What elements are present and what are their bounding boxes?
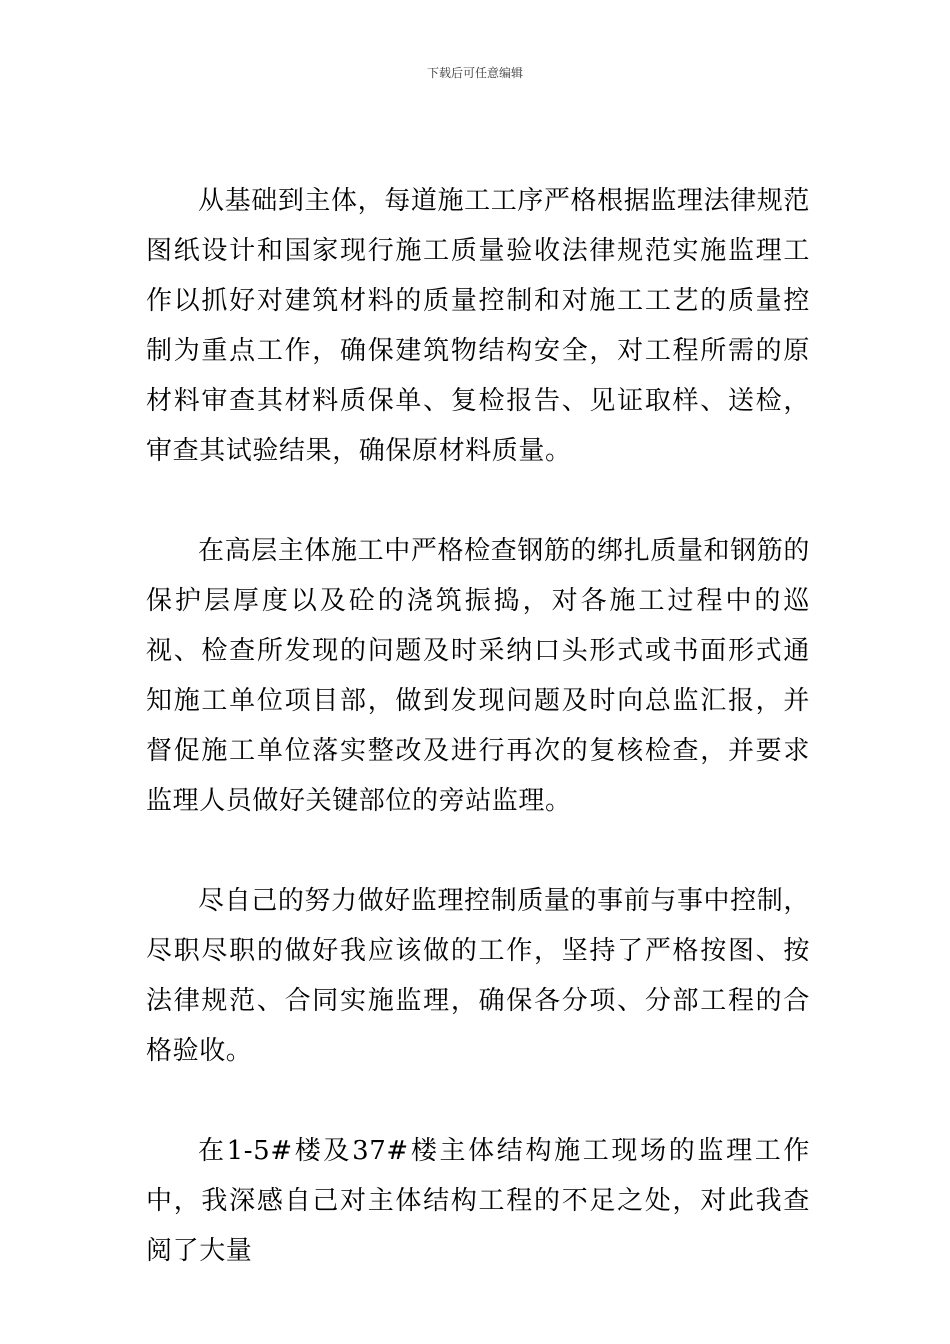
document-body	[146, 176, 810, 1326]
paragraph-site-supervision: 在1-5#楼及37#楼主体结构施工现场的监理工作中，我深感自己对主体结构工程的不足之处，对此我查阅了大量	[146, 1136, 810, 1266]
page-header: 下载后可任意编辑	[426, 66, 523, 80]
paragraph-quality-control: 尽自己的努力做好监理控制质量的事前与事中控制，尽职尽职的做好我应该做的工作，坚持了严格按图、按法律规范、合同实施监理，确保各分项、分部工程的合格验收。	[146, 886, 810, 1066]
paragraph-rebar-inspection: 在高层主体施工中严格检查钢筋的绑扎质量和钢筋的保护层厚度以及砼的浇筑振捣，对各施工过程中的巡视、检查所发现的问题及时采纳口头形式或书面形式通知施工单位项目部，做到发现问题及时向总监汇报，并督促施工单位落实整改及进行再次的复核检查，并要求监理人员做好关键部位的旁站监理。	[146, 536, 810, 816]
paragraph-material-control: 从基础到主体，每道施工工序严格根据监理法律规范图纸设计和国家现行施工质量验收法律规范实施监理工作以抓好对建筑材料的质量控制和对施工工艺的质量控制为重点工作，确保建筑物结构安全，对工程所需的原材料审查其材料质保单、复检报告、见证取样、送检，审查其试验结果，确保原材料质量。	[146, 186, 810, 466]
